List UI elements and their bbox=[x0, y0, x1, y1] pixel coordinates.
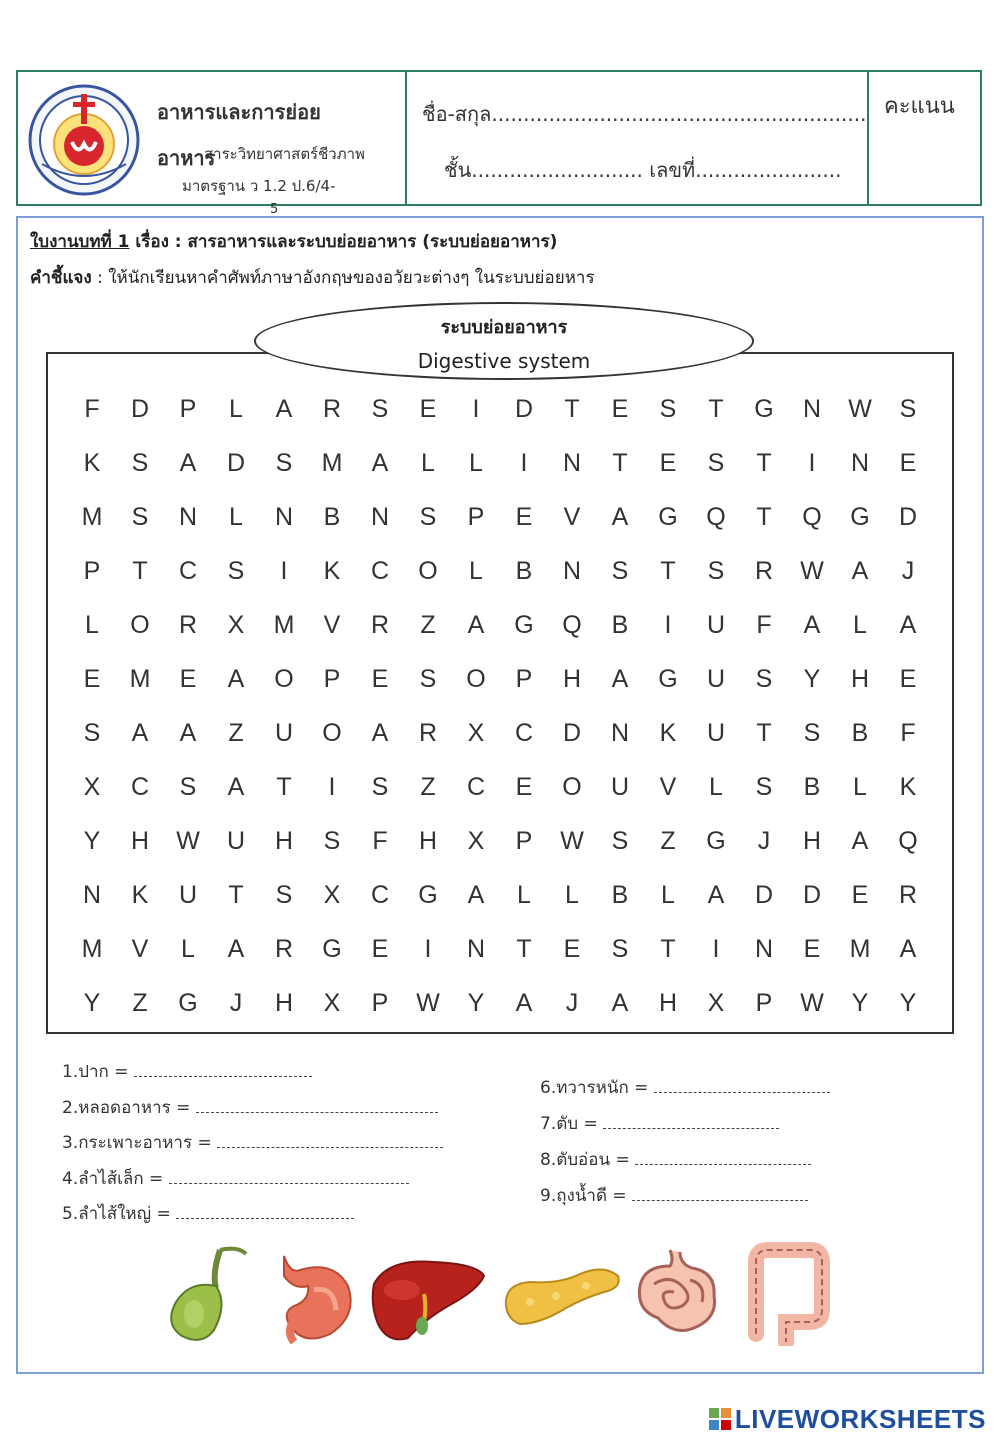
small-intestine-image bbox=[630, 1244, 724, 1340]
grid-letter[interactable]: C bbox=[466, 772, 486, 801]
grid-letter[interactable]: A bbox=[851, 556, 869, 585]
grid-letter[interactable]: X bbox=[323, 880, 341, 909]
grid-letter[interactable]: I bbox=[472, 394, 480, 423]
grid-letter[interactable]: L bbox=[469, 556, 483, 585]
pancreas-image bbox=[500, 1262, 624, 1330]
unit-title-cont: อาหาร bbox=[157, 146, 216, 170]
grid-letter[interactable]: M bbox=[849, 934, 871, 963]
grid-letter[interactable]: G bbox=[514, 610, 534, 639]
grid-letter[interactable]: T bbox=[756, 718, 772, 747]
grid-letter[interactable]: L bbox=[709, 772, 723, 801]
grid-letter[interactable]: S bbox=[899, 394, 917, 423]
grid-letter[interactable]: X bbox=[707, 988, 725, 1017]
grid-letter[interactable]: E bbox=[371, 934, 389, 963]
grid-letter[interactable]: V bbox=[131, 934, 149, 963]
grid-letter[interactable]: T bbox=[228, 880, 244, 909]
grid-letter[interactable]: T bbox=[660, 556, 676, 585]
oval-title-english: Digestive system bbox=[417, 349, 591, 373]
grid-letter[interactable]: A bbox=[179, 718, 197, 747]
grid-letter[interactable]: R bbox=[418, 718, 438, 747]
grid-letter[interactable]: D bbox=[514, 394, 534, 423]
grid-letter[interactable]: S bbox=[659, 394, 677, 423]
school-logo bbox=[28, 84, 140, 196]
word-search-title-oval bbox=[254, 302, 754, 380]
grid-letter[interactable]: Q bbox=[898, 826, 918, 855]
question-label: 8.ตับอ่อน = bbox=[540, 1150, 630, 1170]
grid-letter[interactable]: L bbox=[853, 772, 867, 801]
worksheet-topic: เรื่อง : สารอาหารและระบบย่อยอาหาร (ระบบย่อยอาหาร) bbox=[129, 232, 558, 252]
grid-letter[interactable]: N bbox=[562, 556, 582, 585]
grid-letter[interactable]: V bbox=[659, 772, 677, 801]
grid-letter[interactable]: S bbox=[323, 826, 341, 855]
grid-letter[interactable]: X bbox=[467, 718, 485, 747]
grid-letter[interactable]: M bbox=[81, 934, 103, 963]
grid-letter[interactable]: S bbox=[227, 556, 245, 585]
grid-letter[interactable]: E bbox=[803, 934, 821, 963]
grid-letter[interactable]: O bbox=[274, 664, 294, 693]
grid-letter[interactable]: R bbox=[754, 556, 774, 585]
worksheet-number: ใบงานบทที่ 1 bbox=[30, 232, 130, 252]
answer-field-5[interactable] bbox=[176, 1206, 354, 1219]
grid-letter[interactable]: K bbox=[323, 556, 341, 585]
grid-letter[interactable]: N bbox=[562, 448, 582, 477]
answer-field-8[interactable] bbox=[635, 1152, 811, 1165]
grid-letter[interactable]: B bbox=[515, 556, 533, 585]
grid-letter[interactable]: W bbox=[848, 394, 872, 423]
grid-letter[interactable]: T bbox=[564, 394, 580, 423]
grid-letter[interactable]: S bbox=[419, 664, 437, 693]
grid-letter[interactable]: A bbox=[179, 448, 197, 477]
question-9 bbox=[540, 1182, 808, 1209]
grid-letter[interactable]: X bbox=[467, 826, 485, 855]
grid-letter[interactable]: L bbox=[469, 448, 483, 477]
grid-letter[interactable]: Z bbox=[420, 610, 436, 639]
grid-letter[interactable]: K bbox=[83, 448, 101, 477]
question-6 bbox=[540, 1074, 830, 1101]
grid-letter[interactable]: J bbox=[565, 988, 579, 1017]
grid-letter[interactable]: O bbox=[466, 664, 486, 693]
grid-letter[interactable]: U bbox=[706, 610, 726, 639]
grid-letter[interactable]: B bbox=[611, 880, 629, 909]
grid-letter[interactable]: I bbox=[664, 610, 672, 639]
grid-letter[interactable]: K bbox=[131, 880, 149, 909]
grid-letter[interactable]: A bbox=[611, 502, 629, 531]
subject-label: สาระวิทยาศาสตร์ชีวภาพ bbox=[204, 145, 365, 163]
question-5 bbox=[62, 1200, 354, 1227]
grid-letter[interactable]: A bbox=[515, 988, 533, 1017]
question-label: 4.ลำไส้เล็ก = bbox=[62, 1169, 164, 1189]
grid-letter[interactable]: T bbox=[708, 394, 724, 423]
grid-letter[interactable]: T bbox=[756, 502, 772, 531]
grid-letter[interactable]: C bbox=[514, 718, 534, 747]
grid-letter[interactable]: B bbox=[611, 610, 629, 639]
question-3 bbox=[62, 1129, 443, 1156]
grid-letter[interactable]: W bbox=[416, 988, 440, 1017]
question-label: 9.ถุงน้ำดี = bbox=[540, 1186, 627, 1206]
grid-letter[interactable]: I bbox=[712, 934, 720, 963]
answer-field-7[interactable] bbox=[603, 1116, 779, 1129]
grid-letter[interactable]: P bbox=[83, 556, 101, 585]
grid-letter[interactable]: R bbox=[322, 394, 342, 423]
grid-letter[interactable]: U bbox=[226, 826, 246, 855]
grid-letter[interactable]: S bbox=[371, 772, 389, 801]
grid-letter[interactable]: G bbox=[178, 988, 198, 1017]
grid-letter[interactable]: T bbox=[516, 934, 532, 963]
grid-letter[interactable]: P bbox=[179, 394, 197, 423]
grid-letter[interactable]: E bbox=[899, 664, 917, 693]
grid-letter[interactable]: W bbox=[800, 988, 824, 1017]
grid-letter[interactable]: L bbox=[229, 502, 243, 531]
grid-letter[interactable]: S bbox=[275, 448, 293, 477]
grid-letter[interactable]: O bbox=[562, 772, 582, 801]
grid-letter[interactable]: J bbox=[229, 988, 243, 1017]
grid-letter[interactable]: D bbox=[754, 880, 774, 909]
grid-letter[interactable]: U bbox=[178, 880, 198, 909]
grid-letter[interactable]: A bbox=[611, 664, 629, 693]
grid-letter[interactable]: S bbox=[179, 772, 197, 801]
score-label: คะแนน bbox=[884, 94, 955, 119]
grid-letter[interactable]: F bbox=[756, 610, 772, 639]
grid-letter[interactable]: P bbox=[515, 664, 533, 693]
grid-letter[interactable]: G bbox=[850, 502, 870, 531]
grid-letter[interactable]: Q bbox=[562, 610, 582, 639]
grid-letter[interactable]: A bbox=[467, 610, 485, 639]
grid-letter[interactable]: Y bbox=[899, 988, 917, 1017]
grid-letter[interactable]: L bbox=[853, 610, 867, 639]
grid-letter[interactable]: P bbox=[755, 988, 773, 1017]
question-label: 2.หลอดอาหาร = bbox=[62, 1098, 191, 1118]
grid-letter[interactable]: Z bbox=[420, 772, 436, 801]
grid-letter[interactable]: H bbox=[418, 826, 438, 855]
grid-letter[interactable]: C bbox=[370, 556, 390, 585]
liveworksheets-logo-icon bbox=[709, 1408, 731, 1430]
grid-letter[interactable]: Y bbox=[467, 988, 485, 1017]
grid-letter[interactable]: I bbox=[808, 448, 816, 477]
grid-letter[interactable]: Q bbox=[802, 502, 822, 531]
grid-letter[interactable]: H bbox=[658, 988, 678, 1017]
grid-letter[interactable]: R bbox=[274, 934, 294, 963]
question-2 bbox=[62, 1094, 438, 1121]
grid-letter[interactable]: E bbox=[611, 394, 629, 423]
grid-letter[interactable]: A bbox=[851, 826, 869, 855]
grid-letter[interactable]: T bbox=[612, 448, 628, 477]
grid-letter[interactable]: T bbox=[756, 448, 772, 477]
grid-letter[interactable]: O bbox=[418, 556, 438, 585]
grid-letter[interactable]: A bbox=[227, 664, 245, 693]
oval-title-thai: ระบบย่อยอาหาร bbox=[440, 317, 568, 338]
grid-letter[interactable]: S bbox=[419, 502, 437, 531]
grid-letter[interactable]: L bbox=[85, 610, 99, 639]
grid-letter[interactable]: T bbox=[276, 772, 292, 801]
grid-letter[interactable]: M bbox=[273, 610, 295, 639]
grid-letter[interactable]: H bbox=[130, 826, 150, 855]
grid-letter[interactable]: N bbox=[178, 502, 198, 531]
grid-letter[interactable]: P bbox=[371, 988, 389, 1017]
question-8 bbox=[540, 1146, 811, 1173]
grid-letter[interactable]: V bbox=[323, 610, 341, 639]
grid-letter[interactable]: F bbox=[84, 394, 100, 423]
grid-letter[interactable]: S bbox=[707, 448, 725, 477]
grid-letter[interactable]: P bbox=[515, 826, 533, 855]
liveworksheets-brand[interactable] bbox=[709, 1404, 986, 1435]
grid-letter[interactable]: H bbox=[274, 826, 294, 855]
grid-letter[interactable]: S bbox=[611, 826, 629, 855]
grid-letter[interactable]: C bbox=[370, 880, 390, 909]
grid-letter[interactable]: A bbox=[899, 610, 917, 639]
answer-field-3[interactable] bbox=[217, 1135, 443, 1148]
question-label: 3.กระเพาะอาหาร = bbox=[62, 1133, 212, 1153]
grid-letter[interactable]: L bbox=[517, 880, 531, 909]
grid-letter[interactable]: G bbox=[658, 502, 678, 531]
grid-letter[interactable]: J bbox=[901, 556, 915, 585]
class-number-field[interactable]: ชั้น........................... เลขที่....................... bbox=[444, 158, 842, 182]
question-1 bbox=[62, 1058, 312, 1085]
grid-letter[interactable]: A bbox=[803, 610, 821, 639]
liver-image bbox=[368, 1254, 488, 1346]
grid-letter[interactable]: N bbox=[850, 448, 870, 477]
word-search-grid[interactable] bbox=[68, 382, 932, 1030]
grid-letter[interactable]: W bbox=[560, 826, 584, 855]
instruction-line bbox=[30, 264, 595, 291]
question-4 bbox=[62, 1165, 409, 1192]
grid-letter[interactable]: E bbox=[179, 664, 197, 693]
grid-letter[interactable]: S bbox=[755, 772, 773, 801]
grid-letter[interactable]: S bbox=[755, 664, 773, 693]
grid-letter[interactable]: Y bbox=[851, 988, 869, 1017]
grid-letter[interactable]: E bbox=[899, 448, 917, 477]
grid-letter[interactable]: L bbox=[229, 394, 243, 423]
grid-letter[interactable]: S bbox=[707, 556, 725, 585]
grid-letter[interactable]: I bbox=[328, 772, 336, 801]
grid-letter[interactable]: X bbox=[83, 772, 101, 801]
grid-letter[interactable]: H bbox=[562, 664, 582, 693]
grid-letter[interactable]: M bbox=[321, 448, 343, 477]
grid-letter[interactable]: Z bbox=[132, 988, 148, 1017]
grid-letter[interactable]: S bbox=[275, 880, 293, 909]
answer-field-9[interactable] bbox=[632, 1188, 808, 1201]
grid-letter[interactable]: T bbox=[132, 556, 148, 585]
grid-letter[interactable]: M bbox=[129, 664, 151, 693]
grid-letter[interactable]: O bbox=[322, 718, 342, 747]
grid-letter[interactable]: N bbox=[610, 718, 630, 747]
grid-letter[interactable]: B bbox=[803, 772, 821, 801]
grid-letter[interactable]: I bbox=[520, 448, 528, 477]
stomach-image bbox=[264, 1250, 358, 1346]
grid-letter[interactable]: U bbox=[610, 772, 630, 801]
unit-title: อาหารและการย่อย bbox=[157, 100, 321, 124]
grid-letter[interactable]: S bbox=[803, 718, 821, 747]
answer-field-2[interactable] bbox=[196, 1100, 438, 1113]
grid-letter[interactable]: S bbox=[131, 502, 149, 531]
grid-letter[interactable]: C bbox=[178, 556, 198, 585]
grid-letter[interactable]: A bbox=[899, 934, 917, 963]
grid-letter[interactable]: X bbox=[227, 610, 245, 639]
grid-letter[interactable]: G bbox=[754, 394, 774, 423]
grid-letter[interactable]: M bbox=[81, 502, 103, 531]
question-label: 7.ตับ = bbox=[540, 1114, 598, 1134]
grid-letter[interactable]: A bbox=[371, 718, 389, 747]
grid-letter[interactable]: E bbox=[563, 934, 581, 963]
grid-letter[interactable]: P bbox=[467, 502, 485, 531]
grid-letter[interactable]: S bbox=[611, 556, 629, 585]
grid-letter[interactable]: A bbox=[131, 718, 149, 747]
grid-letter[interactable]: E bbox=[83, 664, 101, 693]
grid-letter[interactable]: F bbox=[900, 718, 916, 747]
grid-letter[interactable]: W bbox=[800, 556, 824, 585]
instruction-label: คำชี้แจง bbox=[30, 268, 92, 288]
grid-letter[interactable]: D bbox=[898, 502, 918, 531]
grid-letter[interactable]: H bbox=[850, 664, 870, 693]
grid-letter[interactable]: Y bbox=[83, 826, 101, 855]
grid-letter[interactable]: A bbox=[227, 934, 245, 963]
grid-letter[interactable]: D bbox=[130, 394, 150, 423]
grid-letter[interactable]: B bbox=[323, 502, 341, 531]
grid-letter[interactable]: H bbox=[274, 988, 294, 1017]
grid-letter[interactable]: K bbox=[899, 772, 917, 801]
worksheet-topic-line bbox=[30, 228, 557, 255]
grid-letter[interactable]: N bbox=[466, 934, 486, 963]
grid-letter[interactable]: P bbox=[323, 664, 341, 693]
grid-letter[interactable]: N bbox=[802, 394, 822, 423]
grid-letter[interactable]: G bbox=[322, 934, 342, 963]
large-intestine-image bbox=[738, 1238, 836, 1346]
grid-letter[interactable]: S bbox=[131, 448, 149, 477]
grid-letter[interactable]: D bbox=[226, 448, 246, 477]
grid-letter[interactable]: T bbox=[660, 934, 676, 963]
grid-letter[interactable]: R bbox=[178, 610, 198, 639]
grid-letter[interactable]: E bbox=[515, 502, 533, 531]
grid-letter[interactable]: E bbox=[851, 880, 869, 909]
answer-field-4[interactable] bbox=[169, 1171, 409, 1184]
grid-letter[interactable]: L bbox=[565, 880, 579, 909]
grid-letter[interactable]: A bbox=[371, 448, 389, 477]
grid-letter[interactable]: X bbox=[323, 988, 341, 1017]
grid-letter[interactable]: D bbox=[802, 880, 822, 909]
grid-letter[interactable]: E bbox=[419, 394, 437, 423]
grid-letter[interactable]: N bbox=[370, 502, 390, 531]
grid-letter[interactable]: E bbox=[515, 772, 533, 801]
grid-letter[interactable]: O bbox=[130, 610, 150, 639]
question-7 bbox=[540, 1110, 779, 1137]
grid-letter[interactable]: G bbox=[418, 880, 438, 909]
grid-letter[interactable]: A bbox=[707, 880, 725, 909]
grid-letter[interactable]: L bbox=[181, 934, 195, 963]
grid-letter[interactable]: Y bbox=[83, 988, 101, 1017]
instruction-text: : ให้นักเรียนหาคำศัพท์ภาษาอังกฤษของอวัยวะต่างๆ ในระบบย่อยหาร bbox=[91, 268, 595, 288]
grid-letter[interactable]: E bbox=[659, 448, 677, 477]
grid-letter[interactable]: K bbox=[659, 718, 677, 747]
answer-field-6[interactable] bbox=[654, 1080, 830, 1093]
grid-letter[interactable]: G bbox=[658, 664, 678, 693]
grid-letter[interactable]: N bbox=[82, 880, 102, 909]
question-label: 1.ปาก = bbox=[62, 1062, 129, 1082]
question-label: 5.ลำไส้ใหญ่ = bbox=[62, 1204, 171, 1224]
grid-letter[interactable]: H bbox=[802, 826, 822, 855]
grid-letter[interactable]: N bbox=[274, 502, 294, 531]
grid-letter[interactable]: U bbox=[274, 718, 294, 747]
grid-letter[interactable]: L bbox=[661, 880, 675, 909]
grid-letter[interactable]: B bbox=[851, 718, 869, 747]
standard-label-cont: 5 bbox=[270, 202, 279, 217]
grid-letter[interactable]: N bbox=[754, 934, 774, 963]
grid-letter[interactable]: F bbox=[372, 826, 388, 855]
grid-letter[interactable]: U bbox=[706, 718, 726, 747]
grid-letter[interactable]: A bbox=[611, 988, 629, 1017]
grid-letter[interactable]: G bbox=[706, 826, 726, 855]
grid-letter[interactable]: J bbox=[757, 826, 771, 855]
grid-letter[interactable]: S bbox=[611, 934, 629, 963]
grid-letter[interactable]: V bbox=[563, 502, 581, 531]
grid-letter[interactable]: Q bbox=[706, 502, 726, 531]
grid-letter[interactable]: R bbox=[898, 880, 918, 909]
student-name-field[interactable]: ชื่อ-สกุล........................................................... bbox=[422, 102, 867, 126]
grid-letter[interactable]: A bbox=[227, 772, 245, 801]
answer-field-1[interactable] bbox=[134, 1064, 312, 1077]
grid-letter[interactable]: R bbox=[370, 610, 390, 639]
grid-letter[interactable]: A bbox=[467, 880, 485, 909]
brand-text: LIVEWORKSHEETS bbox=[734, 1404, 986, 1434]
grid-letter[interactable]: E bbox=[371, 664, 389, 693]
grid-letter[interactable]: U bbox=[706, 664, 726, 693]
grid-letter[interactable]: W bbox=[176, 826, 200, 855]
standard-label: มาตรฐาน ว 1.2 ป.6/4- bbox=[182, 177, 336, 195]
grid-letter[interactable]: C bbox=[130, 772, 150, 801]
gallbladder-image bbox=[158, 1244, 254, 1348]
grid-letter[interactable]: I bbox=[424, 934, 432, 963]
grid-letter[interactable]: A bbox=[275, 394, 293, 423]
grid-letter[interactable]: Z bbox=[660, 826, 676, 855]
question-label: 6.ทวารหนัก = bbox=[540, 1078, 649, 1098]
grid-letter[interactable]: I bbox=[280, 556, 288, 585]
grid-letter[interactable]: S bbox=[83, 718, 101, 747]
grid-letter[interactable]: Y bbox=[803, 664, 821, 693]
grid-letter[interactable]: D bbox=[562, 718, 582, 747]
grid-letter[interactable]: Z bbox=[228, 718, 244, 747]
grid-letter[interactable]: L bbox=[421, 448, 435, 477]
grid-letter[interactable]: S bbox=[371, 394, 389, 423]
